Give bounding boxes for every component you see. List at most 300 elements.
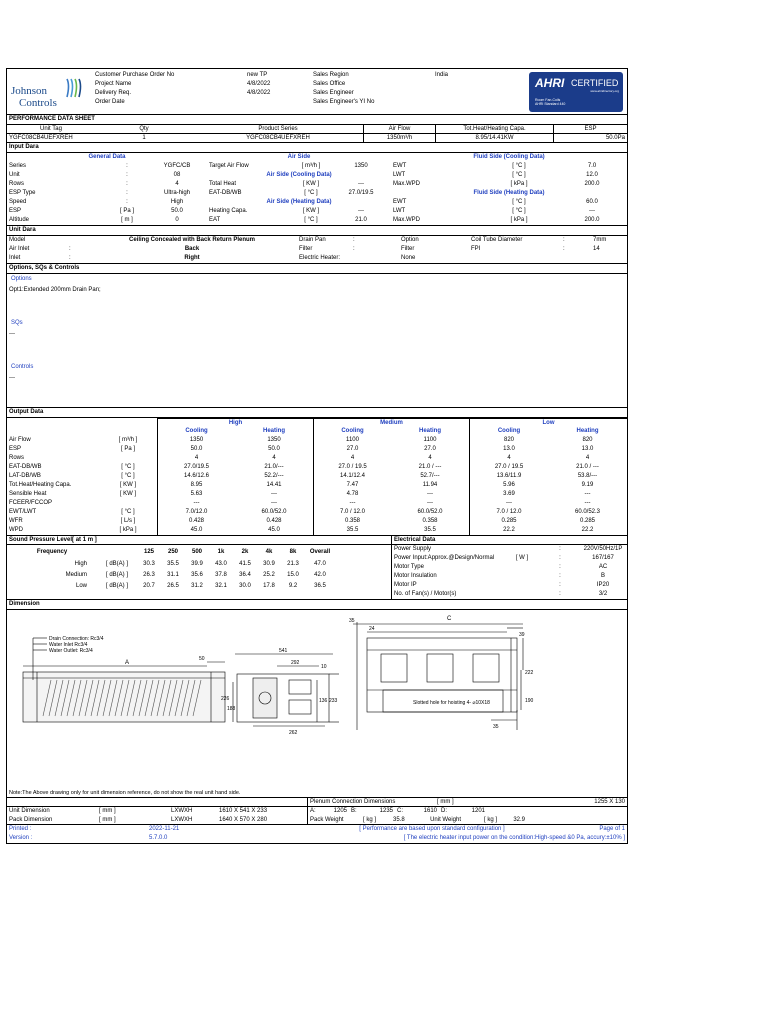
fluid-value: 7.0 xyxy=(587,163,597,169)
options-title-row xyxy=(7,264,627,274)
sound-cell: 43.0 xyxy=(215,561,227,567)
sound-cell: 30.3 xyxy=(143,561,155,567)
general-unit: : xyxy=(126,190,128,196)
sound-electrical-section xyxy=(7,536,627,600)
dim-24-label: 24 xyxy=(369,626,375,632)
unit-cell: : xyxy=(563,246,565,252)
sound-cell: 31.1 xyxy=(167,572,179,578)
electrical-cell: AC xyxy=(598,564,608,570)
fluid-label: Max.WPD xyxy=(393,181,420,187)
general-label: ESP Type xyxy=(9,190,36,196)
dim-233-label: 233 xyxy=(329,698,338,704)
output-value: 820 xyxy=(582,437,593,443)
output-label: EAT-DB/WB xyxy=(9,464,42,470)
unit-cell: 7mm xyxy=(593,237,607,243)
sound-cell: 15.0 xyxy=(287,572,299,578)
a-val: 1205 xyxy=(333,808,347,814)
output-value: --- xyxy=(469,499,548,508)
footer-plenum-row xyxy=(7,798,627,807)
perf-title-row xyxy=(7,115,627,125)
fluid-heat-title: Fluid Side (Heating Data) xyxy=(473,190,545,196)
input-row xyxy=(7,198,627,207)
group-medium: Medium xyxy=(313,418,469,428)
footer-pack-dim-row xyxy=(7,816,627,825)
output-value: 35.5 xyxy=(313,526,391,535)
output-value: 22.2 xyxy=(581,527,594,533)
sound-cell: [ dB(A) ] xyxy=(105,561,128,567)
perf-h-series: Product Series xyxy=(258,125,298,132)
electrical-title: Electrical Data xyxy=(392,536,627,545)
air-label: EAT-DB/WB xyxy=(209,190,242,196)
output-value: 21.0/--- xyxy=(264,464,284,470)
sound-cell: 30.9 xyxy=(263,561,275,567)
options-text: Opt1:Extended 200mm Drain Pan; xyxy=(9,287,101,293)
output-label: WFR xyxy=(9,518,23,524)
output-value: 13.6/11.9 xyxy=(469,472,548,481)
output-unit: [ KW ] xyxy=(119,482,137,488)
output-value: 4 xyxy=(428,455,432,461)
output-value: --- xyxy=(271,491,277,497)
output-value: --- xyxy=(157,499,235,508)
dimension-note: Note:The Above drawing only for unit dimension reference, do not show the real unit hand side. xyxy=(9,790,241,796)
air-side-title: Air Side xyxy=(287,154,311,160)
footer-version-row xyxy=(7,834,627,843)
pack-dim-key: LXWXH xyxy=(171,816,193,823)
sound-cell: Low xyxy=(75,583,87,589)
air-label: EAT xyxy=(209,217,221,223)
options-label: Options xyxy=(11,276,32,282)
general-unit: : xyxy=(126,163,128,169)
sound-cell: 36.5 xyxy=(314,583,326,589)
electrical-row xyxy=(392,572,627,581)
subhead-low-cool: Cooling xyxy=(469,427,548,436)
output-value: 60.0/52.3 xyxy=(574,509,601,515)
output-value: 0.358 xyxy=(422,518,438,524)
unit-cell: : xyxy=(69,255,71,261)
output-value: 50.0 xyxy=(157,445,235,454)
general-value: Ultra-high xyxy=(163,190,190,196)
general-unit: [ Pa ] xyxy=(119,208,134,214)
sound-cell: 41.5 xyxy=(239,561,251,567)
air-side-group xyxy=(207,189,391,198)
output-value: 7.47 xyxy=(313,481,391,490)
dim-10-label: 10 xyxy=(321,664,327,670)
output-value: 14.41 xyxy=(266,482,282,488)
output-unit: [ kPa ] xyxy=(119,527,137,533)
unit-cell: : xyxy=(69,246,71,252)
unit-cell: Filter xyxy=(299,246,313,252)
d-label: D: xyxy=(441,808,447,814)
unit-cell: Option xyxy=(401,237,419,243)
air-unit: [ m³/h ] xyxy=(301,163,321,169)
fluid-label: EWT xyxy=(393,163,407,169)
plenum-unit: [ mm ] xyxy=(437,798,454,805)
dimension-title-row xyxy=(7,600,627,610)
output-value: 820 xyxy=(469,436,548,445)
general-value: 0 xyxy=(175,217,179,223)
output-value: 7.0 / 12.0 xyxy=(313,508,391,517)
johnson-controls-logo xyxy=(9,73,89,109)
electrical-cell: : xyxy=(559,591,561,597)
version-val: 5.7.0.0 xyxy=(149,835,168,841)
perf-h-esp: ESP xyxy=(553,125,627,134)
dim-222-label: 222 xyxy=(525,670,534,676)
output-group-row xyxy=(7,418,627,427)
general-value: 50.0 xyxy=(171,208,183,214)
dim-262-label: 262 xyxy=(289,730,298,736)
output-unit: [ Pa ] xyxy=(120,446,135,452)
footer-printed-row xyxy=(7,825,627,834)
output-value: 8.95 xyxy=(157,481,235,490)
unit-row xyxy=(7,236,627,245)
output-value: 27.0 xyxy=(424,446,436,452)
fluid-label: Max.WPD xyxy=(393,217,420,223)
performance-sheet xyxy=(6,68,628,844)
output-unit: [ °C ] xyxy=(121,509,135,515)
output-value: 60.0/52.0 xyxy=(261,509,287,515)
sound-cell: 31.2 xyxy=(191,583,203,589)
page-label: Page of 1 xyxy=(599,826,625,832)
output-value: 11.94 xyxy=(422,482,438,488)
output-value: 27.0 / 19.5 xyxy=(469,463,548,472)
unit-title-row xyxy=(7,226,627,236)
slotted-hole-label: Slotted hole for hoisting 4- ⌀10X18 xyxy=(413,700,490,706)
electrical-cell: Power Supply xyxy=(394,546,432,552)
output-subhead-row xyxy=(7,427,627,436)
unit-dim-unit: [ mm ] xyxy=(99,808,116,814)
output-label: FCEER/FCCOP xyxy=(9,500,53,506)
electrical-cell: : xyxy=(559,564,561,570)
sound-row xyxy=(7,570,391,581)
label-delivery: Delivery Req. xyxy=(95,90,132,96)
perf-h-totheat: Tot.Heat/Heating Capa. xyxy=(435,125,553,134)
electrical-cell: : xyxy=(559,546,561,552)
electrical-cell: [ W ] xyxy=(515,555,529,561)
electrical-row xyxy=(392,563,627,572)
fluid-side-group xyxy=(391,207,627,216)
general-unit: : xyxy=(126,172,128,178)
air-label: Target Air Flow xyxy=(209,163,249,169)
air-heat-title: Air Side (Heating Data) xyxy=(266,199,332,205)
printed-label: Printed : xyxy=(9,826,32,832)
output-value: --- xyxy=(427,491,433,497)
unit-cell: : xyxy=(563,237,565,243)
input-row xyxy=(7,162,627,171)
output-value: 0.285 xyxy=(579,518,595,524)
output-rows xyxy=(7,436,627,535)
fluid-label: LWT xyxy=(393,208,406,214)
output-value: 4 xyxy=(469,454,548,463)
output-value: 52.2/--- xyxy=(264,473,284,479)
fluid-side-group xyxy=(391,216,627,225)
perf-v-totheat: 8.95/14.41KW xyxy=(435,134,553,143)
fluid-value: 200.0 xyxy=(584,181,600,187)
sound-cell: 26.3 xyxy=(143,572,155,578)
output-row xyxy=(7,436,627,445)
d-val: 1201 xyxy=(471,808,485,814)
input-row xyxy=(7,180,627,189)
general-value: YGFC/CB xyxy=(163,163,191,169)
sound-row xyxy=(7,581,391,592)
unit-weight-unit: [ kg ] xyxy=(483,816,497,823)
value-sales-region: India xyxy=(435,72,449,78)
input-row xyxy=(7,171,627,180)
value-order-date: 4/8/2022 xyxy=(247,90,271,96)
unit-cell: FPI xyxy=(471,246,481,252)
sound-cell: 37.8 xyxy=(215,572,227,578)
input-title-row xyxy=(7,143,627,153)
dimension-title: Dimension xyxy=(9,601,40,607)
dim-541-label: 541 xyxy=(279,648,288,654)
logo-wave-icon xyxy=(63,77,83,99)
subhead-med-cool: Cooling xyxy=(313,427,391,436)
general-label: Speed xyxy=(9,199,27,205)
sound-cell: [ dB(A) ] xyxy=(105,583,128,589)
subhead-high-heat: Heating xyxy=(262,428,285,434)
dim-39-label: 39 xyxy=(519,632,525,638)
dim-50-label: 50 xyxy=(199,656,205,662)
air-value: 1350 xyxy=(354,163,368,169)
fluid-unit: [ °C ] xyxy=(512,208,526,214)
output-value: 3.69 xyxy=(469,490,548,499)
perf-title: PERFORMANCE DATA SHEET xyxy=(9,116,95,122)
output-row xyxy=(7,499,627,508)
options-title: Options, SQs & Controls xyxy=(9,265,80,271)
air-value: 21.0 xyxy=(355,217,367,223)
output-value: 1100 xyxy=(423,437,437,443)
label-sales-office: Sales Office xyxy=(313,81,346,87)
output-value: 50.0 xyxy=(268,446,280,452)
logo-text-line2: Controls xyxy=(19,97,57,109)
ahri-url: www.ahridirectory.org xyxy=(590,89,619,93)
electrical-row xyxy=(392,581,627,590)
label-sales-region: Sales Region xyxy=(313,72,349,78)
output-title-row xyxy=(7,408,627,418)
air-value: --- xyxy=(358,208,364,214)
fluid-value: --- xyxy=(589,208,595,214)
sound-cell: 25.2 xyxy=(263,572,275,578)
dim-136-label: 136 xyxy=(319,698,328,704)
perf-value-row xyxy=(7,134,627,143)
air-unit: [ KW ] xyxy=(302,208,320,214)
fluid-side-group xyxy=(391,198,627,207)
output-value: 7.0/12.0 xyxy=(157,508,235,517)
output-row xyxy=(7,517,627,526)
fluid-unit: [ °C ] xyxy=(512,199,526,205)
electrical-row xyxy=(392,554,627,563)
unit-cell: Back xyxy=(184,246,200,252)
value-delivery: 4/8/2022 xyxy=(247,81,271,87)
output-label: ESP xyxy=(9,446,22,452)
general-data-title: General Data xyxy=(88,154,126,160)
footer-note-1: [ Performance are based upon standard configuration ] xyxy=(359,826,505,832)
output-value: 4 xyxy=(313,454,391,463)
output-label: WPD xyxy=(9,527,23,533)
fluid-unit: [ kPa ] xyxy=(510,181,528,187)
unit-row xyxy=(7,254,627,263)
unit-title: Unit Dara xyxy=(9,227,36,233)
header-right-values xyxy=(435,71,448,80)
ahri-sub1: Room Fan-Coils xyxy=(535,98,561,102)
output-value: 0.428 xyxy=(266,518,282,524)
top-view-drawing xyxy=(353,622,523,730)
sqs-text: --- xyxy=(9,331,15,337)
output-value: 4.78 xyxy=(313,490,391,499)
general-unit: : xyxy=(126,199,128,205)
sound-cell: 21.3 xyxy=(287,561,299,567)
output-unit: [ L/s ] xyxy=(120,518,136,524)
water-inlet-label: Water Inlet Rc3/4 xyxy=(49,642,88,648)
dim-35a-label: 35 xyxy=(349,618,355,624)
dim-c-label: C xyxy=(447,616,452,622)
electrical-cell: Motor Insulation xyxy=(394,573,437,579)
a-label: A: xyxy=(307,807,321,816)
sound-header-cell: 250 xyxy=(167,549,178,555)
output-row xyxy=(7,526,627,535)
sound-row xyxy=(7,559,391,570)
dim-a-label: A xyxy=(125,660,130,666)
output-value: 0.285 xyxy=(469,517,548,526)
label-sales-engineer: Sales Engineer xyxy=(313,90,354,96)
output-value: --- xyxy=(427,500,433,506)
sqs-label: SQs xyxy=(11,320,23,326)
output-row xyxy=(7,508,627,517)
output-row xyxy=(7,454,627,463)
logo-text-line1: Johnson xyxy=(11,85,48,97)
output-value: 5.96 xyxy=(469,481,548,490)
output-label: LAT-DB/WB xyxy=(9,473,41,479)
dim-190-label: 190 xyxy=(525,698,534,704)
sound-cell: 39.9 xyxy=(191,561,203,567)
air-label: Total Heat xyxy=(209,181,237,187)
electrical-cell: : xyxy=(559,573,561,579)
electrical-rows xyxy=(392,545,627,599)
dim-35b-label: 35 xyxy=(493,724,499,730)
output-value: 9.19 xyxy=(581,482,594,488)
sound-header-cell: 2k xyxy=(241,549,249,555)
sound-header-cell: 125 xyxy=(143,549,154,555)
output-value: 22.2 xyxy=(469,526,548,535)
general-value: High xyxy=(170,199,184,205)
header-right-labels xyxy=(313,71,374,107)
output-row xyxy=(7,463,627,472)
air-unit: [ °C ] xyxy=(304,190,318,196)
output-value: --- xyxy=(584,491,591,497)
output-value: 1350 xyxy=(267,437,281,443)
fluid-value: 12.0 xyxy=(586,172,598,178)
label-project: Project Name xyxy=(95,81,132,87)
unit-cell: Air Inlet xyxy=(9,246,30,252)
output-row xyxy=(7,445,627,454)
unit-cell: : xyxy=(353,237,355,243)
perf-v-tag: YGFC08CB4UEFXREH xyxy=(9,134,73,141)
unit-row xyxy=(7,245,627,254)
output-value: 27.0/19.5 xyxy=(157,463,235,472)
output-unit: [ m³/h ] xyxy=(118,437,138,443)
group-high: High xyxy=(157,418,313,428)
perf-h-airflow: Air Flow xyxy=(363,125,435,134)
electrical-cell: IP20 xyxy=(596,582,610,588)
c-label: C: xyxy=(397,808,403,814)
unit-cell: Right xyxy=(184,255,200,261)
output-value: 27.0 / 19.5 xyxy=(313,463,391,472)
output-row xyxy=(7,481,627,490)
output-value: --- xyxy=(271,500,277,506)
ahri-certified-badge xyxy=(529,72,623,112)
subhead-high-cool: Cooling xyxy=(157,427,235,436)
subhead-med-heat: Heating xyxy=(418,428,441,434)
sound-cell: 35.6 xyxy=(191,572,203,578)
output-value: 1100 xyxy=(313,436,391,445)
general-label: Series xyxy=(9,163,27,169)
electrical-cell: Power Input:Approx.@Design/Normal xyxy=(394,555,495,561)
output-value: 0.358 xyxy=(313,517,391,526)
pack-weight-val: 35.8 xyxy=(393,816,405,823)
options-area xyxy=(7,274,627,408)
output-value: 4 xyxy=(272,455,276,461)
footer-note-2: [ The electric heater input power on the condition:High-speed &0 Pa, accury:±10% ] xyxy=(403,835,625,841)
unit-cell: Coil Tube Diameter xyxy=(471,237,523,243)
output-value: 21.0 / --- xyxy=(576,464,599,470)
general-label: Rows xyxy=(9,181,25,187)
electrical-row xyxy=(392,545,627,554)
ahri-subtext xyxy=(535,98,565,106)
sound-cell: 32.1 xyxy=(215,583,227,589)
input-title: Input Dara xyxy=(9,144,39,150)
sound-cell: High xyxy=(74,561,87,567)
c-val: 1610 xyxy=(423,808,437,814)
air-side-group xyxy=(207,162,391,171)
controls-label: Controls xyxy=(11,364,34,370)
air-value: --- xyxy=(358,181,364,187)
dimension-drawing-area xyxy=(7,610,627,798)
perf-h-qty: Qty xyxy=(139,125,149,132)
sound-cell: 36.4 xyxy=(239,572,251,578)
general-label: Altitude xyxy=(9,217,30,223)
sound-cell: 17.8 xyxy=(263,583,275,589)
output-value: 13.0 xyxy=(469,445,548,454)
fluid-side-group xyxy=(391,180,627,189)
unit-dim-val: 1610 X 541 X 233 xyxy=(219,808,268,814)
sound-header-cell: Overall xyxy=(309,549,331,555)
sound-cell: 20.7 xyxy=(143,583,155,589)
input-group-headers xyxy=(7,153,627,162)
output-unit: [ KW ] xyxy=(119,491,137,497)
general-unit: [ m ] xyxy=(121,217,133,223)
fluid-unit: [ °C ] xyxy=(512,172,526,178)
air-label: Heating Capa. xyxy=(209,208,248,214)
input-section xyxy=(7,153,627,226)
unit-weight-label: Unit Weight xyxy=(430,816,461,823)
fluid-side-group xyxy=(391,171,627,180)
b-val: 1235 xyxy=(379,808,393,814)
fluid-value: 200.0 xyxy=(584,217,600,223)
electrical-cell: 220V/50Hz/1P xyxy=(583,546,623,552)
output-value: 14.6/12.6 xyxy=(157,472,235,481)
output-value: 27.0 xyxy=(313,445,391,454)
output-section xyxy=(7,418,627,536)
label-sales-engineer-no: Sales Engineer's YI No xyxy=(313,99,375,105)
general-unit: : xyxy=(126,181,128,187)
electrical-cell: : xyxy=(559,555,561,561)
output-value: 4 xyxy=(585,455,590,461)
output-label: Sensible Heat xyxy=(9,491,47,497)
group-low: Low xyxy=(469,418,627,428)
sound-header-cell: Frequency xyxy=(36,549,68,555)
controls-text: --- xyxy=(9,375,15,381)
sound-cell: 42.0 xyxy=(314,572,326,578)
output-label: Rows xyxy=(9,455,25,461)
